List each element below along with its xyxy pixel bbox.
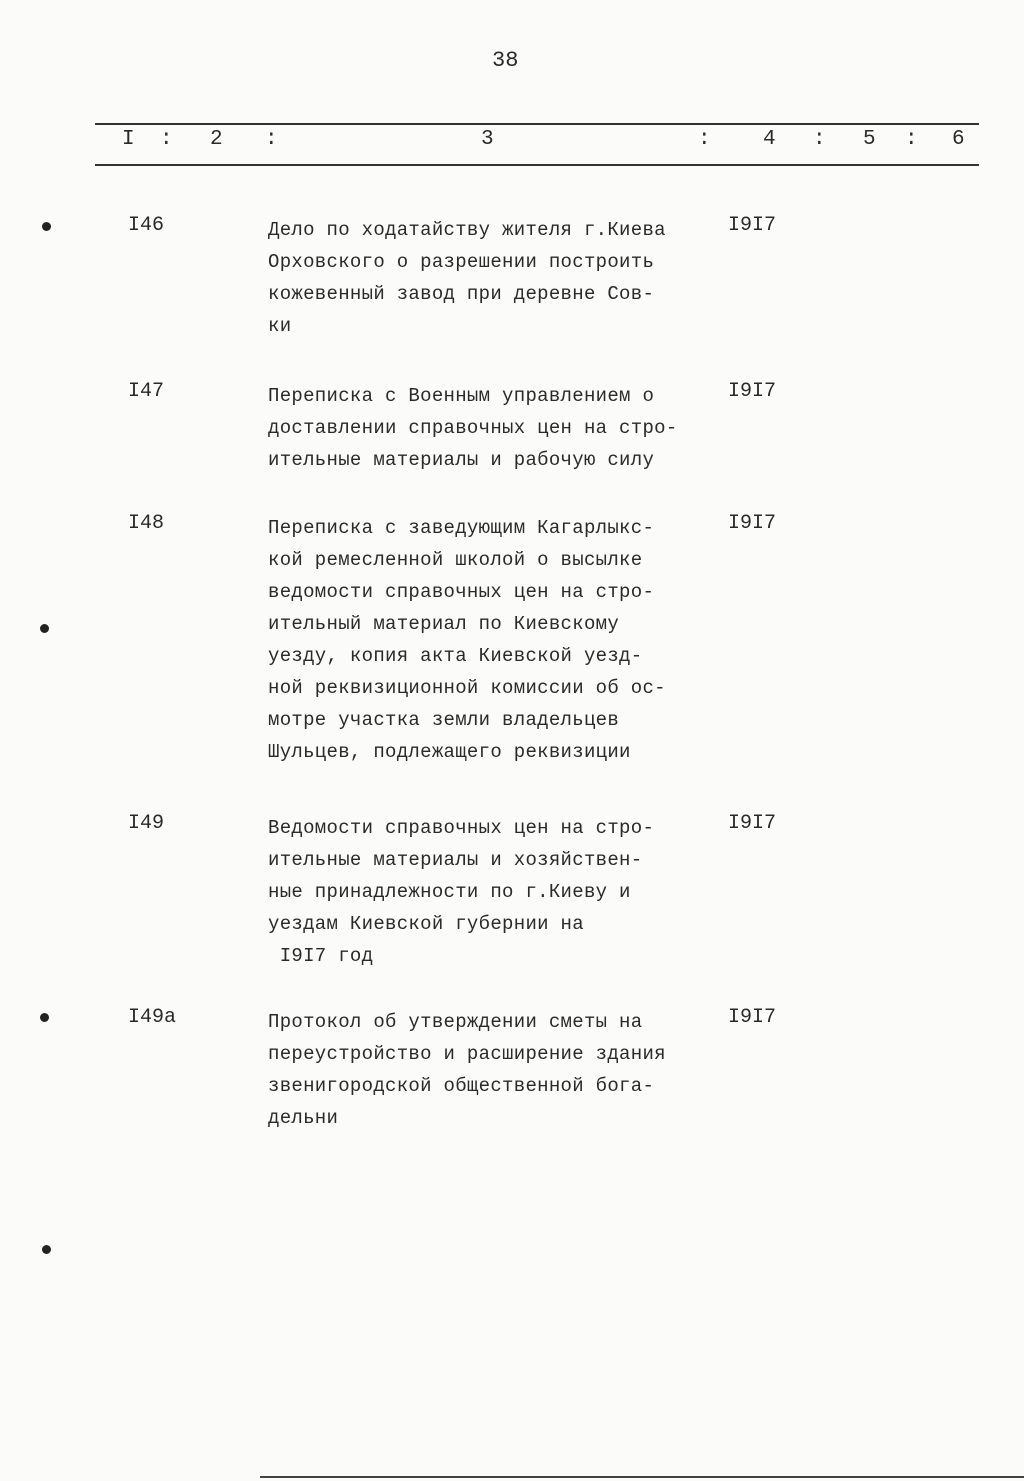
- description-line: ительные материалы и хозяйствен-: [268, 849, 643, 871]
- description-line: Переписка с Военным управлением о: [268, 385, 655, 407]
- description-line: звенигородской общественной бога-: [268, 1075, 655, 1097]
- col-header-4: 4: [763, 128, 776, 151]
- entry-year: I9I7: [728, 512, 777, 535]
- description-line: Орховского о разрешении построить: [268, 251, 655, 273]
- entry-description: [268, 380, 678, 476]
- col-header-6: 6: [952, 128, 965, 151]
- punch-hole-mark: [40, 624, 49, 633]
- entry-number: I49а: [128, 1006, 177, 1029]
- description-line: ведомости справочных цен на стро-: [268, 581, 655, 603]
- description-line: Переписка с заведующим Кагарлыкс-: [268, 517, 655, 539]
- description-line: ные принадлежности по г.Киеву и: [268, 881, 631, 903]
- entry-description: [268, 512, 666, 768]
- description-line: ки: [268, 315, 292, 337]
- col-header-1: I: [122, 128, 135, 151]
- description-line: дельни: [268, 1107, 339, 1129]
- entry-description: [268, 1006, 666, 1134]
- entry-number: I46: [128, 214, 165, 237]
- punch-hole-mark: [42, 222, 51, 231]
- description-line: Протокол об утверждении сметы на: [268, 1011, 643, 1033]
- description-line: ной реквизиционной комиссии об ос-: [268, 677, 666, 699]
- col-separator: :: [813, 128, 826, 151]
- entry-year: I9I7: [728, 214, 777, 237]
- description-line: ительные материалы и рабочую силу: [268, 449, 655, 471]
- entry-number: I49: [128, 812, 165, 835]
- punch-hole-mark: [40, 1013, 49, 1022]
- col-header-5: 5: [863, 128, 876, 151]
- page-number: 38: [492, 48, 519, 73]
- description-line: I9I7 год: [268, 945, 374, 967]
- entry-description: [268, 214, 666, 342]
- entry-year: I9I7: [728, 812, 777, 835]
- entry-year: I9I7: [728, 380, 777, 403]
- punch-hole-mark: [42, 1245, 51, 1254]
- description-line: ительный материал по Киевскому: [268, 613, 620, 635]
- col-separator: :: [265, 128, 278, 151]
- description-line: Дело по ходатайству жителя г.Киева: [268, 219, 666, 241]
- description-line: доставлении справочных цен на стро-: [268, 417, 678, 439]
- description-line: мотре участка земли владельцев: [268, 709, 620, 731]
- description-line: Ведомости справочных цен на стро-: [268, 817, 655, 839]
- entry-year: I9I7: [728, 1006, 777, 1029]
- header-bottom-rule: [95, 164, 979, 166]
- col-header-2: 2: [210, 128, 223, 151]
- description-line: переустройство и расширение здания: [268, 1043, 666, 1065]
- col-separator: :: [905, 128, 918, 151]
- entry-number: I48: [128, 512, 165, 535]
- description-line: кожевенный завод при деревне Сов-: [268, 283, 655, 305]
- header-top-rule: [95, 123, 979, 125]
- description-line: уезду, копия акта Киевской уезд-: [268, 645, 643, 667]
- col-header-3: 3: [481, 128, 494, 151]
- col-separator: :: [698, 128, 711, 151]
- entry-description: [268, 812, 654, 972]
- description-line: уездам Киевской губернии на: [268, 913, 584, 935]
- description-line: Шульцев, подлежащего реквизиции: [268, 741, 631, 763]
- col-separator: :: [160, 128, 173, 151]
- entry-number: I47: [128, 380, 165, 403]
- bottom-edge-line: [260, 1476, 1024, 1478]
- description-line: кой ремесленной школой о высылке: [268, 549, 643, 571]
